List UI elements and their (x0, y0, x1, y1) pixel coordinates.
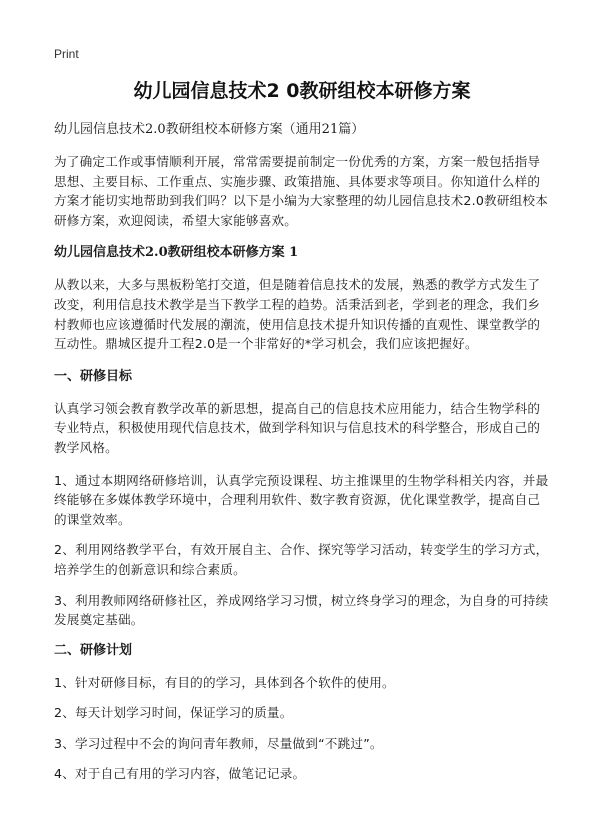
goals-intro-paragraph: 认真学习领会教育教学改革的新思想，提高自己的信息技术应用能力，结合生物学科的专业特点，积极使用现代信息技术，做到学科知识与信息技术的科学整合，形成自己的教学风格。 (54, 400, 541, 455)
document-page (54, 78, 550, 795)
section-heading-goals: 一、研修目标 (54, 368, 133, 384)
plan-intro-paragraph: 从教以来，大多与黑板粉笔打交道，但是随着信息技术的发展，熟悉的教学方式发生了改变，利用信息技术教学是当下教学工程的趋势。活秉活到老，学到老的理念，我们乡村教师也应该遵循时代发展的潮流，使用信息技术提升知识传播的直观性、课堂教学的互动性。鼎城区提升工程2.0是一个非常好的*学习机会，我们应该把握好。 (54, 277, 541, 352)
print-link[interactable]: Print (54, 47, 79, 61)
plan-item: 4、对于自己有用的学习内容，做笔记记录。 (54, 766, 306, 782)
goal-item: 2、利用网络教学平台，有效开展自主、合作、探究等学习活动，转变学生的学习方式，培养学生的创新意识和综合素质。 (54, 542, 549, 577)
document-title: 幼儿园信息技术2 0教研组校本研修方案 (133, 80, 471, 102)
goal-item: 1、通过本期网络研修培训，认真学完预设课程、坊主推课里的生物学科相关内容，并最终能够在多媒体教学环境中，合理利用软件、数字教育资源，优化课堂教学，提高自己的课堂效率。 (54, 472, 549, 527)
section-heading-plan: 二、研修计划 (54, 642, 133, 658)
plan-item: 1、针对研修目标，有目的的学习，具体到各个软件的使用。 (54, 674, 395, 690)
document-subtitle: 幼儿园信息技术2.0教研组校本研修方案（通用21篇） (54, 122, 365, 137)
plan-item: 3、学习过程中不会的询问青年教师，尽量做到“不跳过”。 (54, 735, 383, 751)
goal-item: 3、利用教师网络研修社区，养成网络学习习惯，树立终身学习的理念，为自身的可持续发展奠定基础。 (54, 592, 549, 628)
plan-item: 2、每天计划学习时间，保证学习的质量。 (54, 705, 293, 721)
intro-paragraph: 为了确定工作或事情顺利开展，常常需要提前制定一份优秀的方案，方案一般包括指导思想、主要目标、工作重点、实施步骤、政策措施、具体要求等项目。你知道什么样的方案才能切实地帮助到我们吗？以下是小编为大家整理的幼儿园信息技术2.0教研组校本研修方案，欢迎阅读，希望大家能够喜欢。 (54, 154, 548, 228)
plan-heading: 幼儿园信息技术2.0教研组校本研修方案 1 (54, 245, 299, 261)
